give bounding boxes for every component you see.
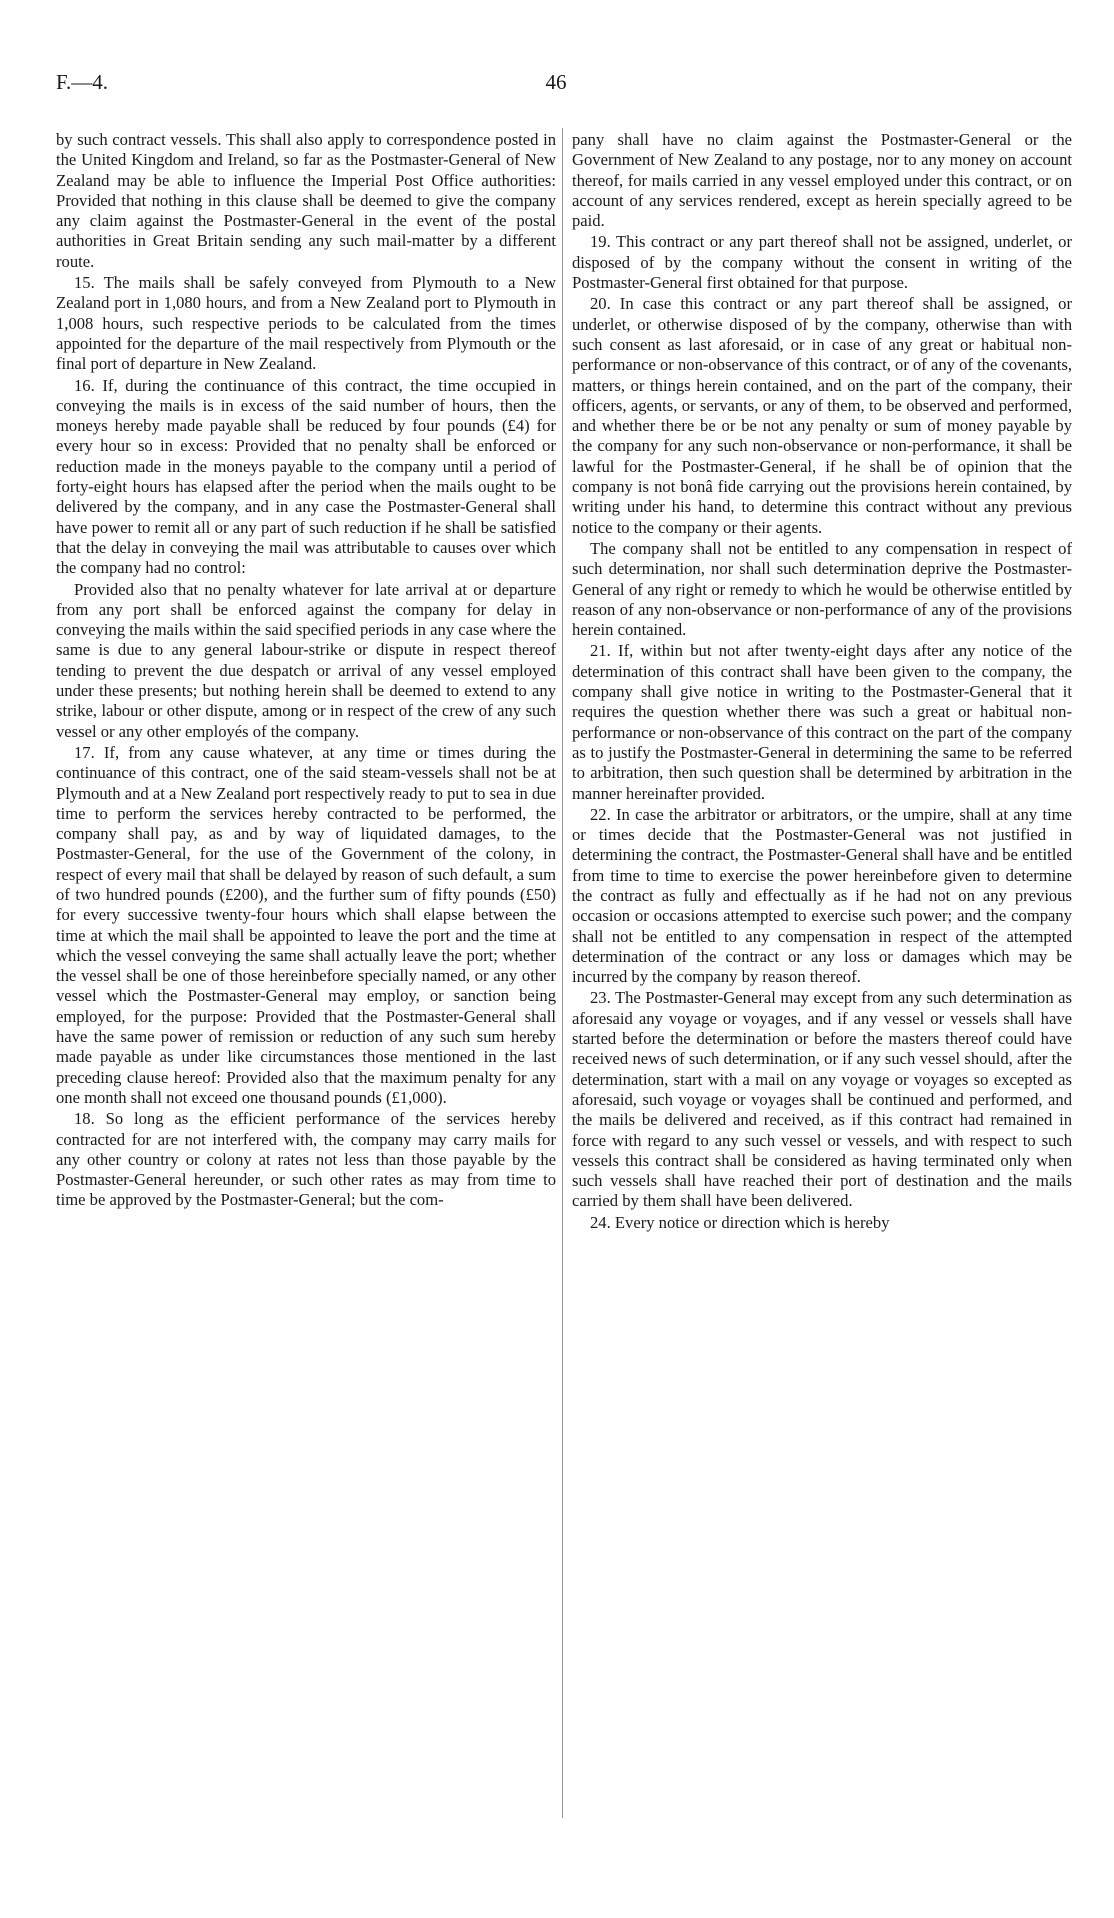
paragraph: The company shall not be entitled to any compensation in respect of such determination, nor shall such determination deprive the Postmaster-General of any right or remedy to which he would be otherwise entitled by reason of any non-observance or non-performance of any of the provisions herein contained. xyxy=(572,538,1072,640)
paragraph: 21. If, within but not after twenty-eight days after any notice of the determination of this contract shall have been given to the company, the company shall give notice in writing to the Postmaster-General that it requires the question whether there was such a great or habitual non-performance or non-observance of this contract on the part of the company as to justify the Postmaster-General in determining the same to be referred to arbitration, then such question shall be determined by arbitration in the manner hereinafter provided. xyxy=(572,641,1072,803)
paragraph: 24. Every notice or direction which is hereby xyxy=(590,1212,890,1232)
paragraph: 20. In case this contract or any part thereof shall be assigned, or underlet, or otherwise disposed of by the company, otherwise than with such consent as last aforesaid, or in case of any great or habitual non-performance or non-observance of this contract, or of any of the covenants, matters, or things herein contained, and on the part of the company, their officers, agents, or servants, or any of them, to be observed and performed, and whether there be or be not any penalty or sum of money payable by the company for any such non-observance or non-performance, it shall be lawful for the Postmaster-General, if he shall be of opinion that the company is not bonâ fide carrying out the provisions herein contained, by writing under his hand, to determine this contract without any previous notice to the company or their agents. xyxy=(572,294,1072,537)
paragraph: 15. The mails shall be safely conveyed from Plymouth to a New Zealand port in 1,080 hours, and from a New Zealand port to Plymouth in 1,008 hours, such respective periods to be calculated from the times appointed for the departure of the mail respectively from Plymouth or the final port of departure in New Zealand. xyxy=(56,273,556,374)
paragraph: 18. So long as the efficient performance of the services hereby contracted for are not interfered with, the company may carry mails for any other country or colony at rates not less than those payable by the Postmaster-General hereunder, or such other rates as may from time to time be approved by the Postmaster-General; but the com- xyxy=(56,1109,556,1210)
right-column xyxy=(572,130,1072,1234)
paragraph: pany shall have no claim against the Postmaster-General or the Government of New Zealand to any postage, nor to any money on account thereof, for mails carried in any vessel employed under this contract, or on account of any services rendered, except as herein specially agreed to be paid. xyxy=(572,130,1072,231)
paragraph: 17. If, from any cause whatever, at any time or times during the continuance of this contract, one of the said steam-vessels shall not be at Plymouth and at a New Zealand port respectively ready to put to sea in due time to perform the services hereby contracted to be performed, the company shall pay, as and by way of liquidated damages, to the Postmaster-General, for the use of the Government of the colony, in respect of every mail that shall be delayed by reason of such default, a sum of two hundred pounds (£200), and the further sum of fifty pounds (£50) for every successive twenty-four hours which shall elapse between the time at which the mail shall be appointed to leave the port and the time at which the vessel conveying the same shall actually leave the port; whether the vessel shall be one of those hereinbefore specially named, or any other vessel which the Postmaster-General may employ, or sanction being employed, for the purpose: Provided that the Postmaster-General shall have the same power of remission or reduction of any such sum hereby made payable as under like circumstances those mentioned in the last preceding clause hereof: Provided also that the maximum penalty for any one month shall not exceed one thousand pounds (£1,000). xyxy=(56,742,556,1107)
paragraph: 19. This contract or any part thereof shall not be assigned, underlet, or disposed of by the company without the consent in writing of the Postmaster-General first obtained for that purpose. xyxy=(572,232,1072,293)
paragraph: by such contract vessels. This shall also apply to correspondence posted in the United Kingdom and Ireland, so far as the Postmaster-General of New Zealand may be able to influence the Imperial Post Office authorities: Provided that nothing in this clause shall be deemed to give the company any claim against the Postmaster-General in the event of the postal authorities in Great Britain sending any such mail-matter by a different route. xyxy=(56,130,556,271)
page-number: 46 xyxy=(545,70,567,94)
paragraph: Provided also that no penalty whatever for late arrival at or departure from any port shall be enforced against the company for delay in conveying the mails within the said specified periods in any case where the same is due to any general labour-strike or dispute in respect thereof tending to prevent the due despatch or arrival of any vessel employed under these presents; but nothing herein shall be deemed to extend to any strike, labour or other dispute, among or in respect of the crew of any such vessel or any other employés of the company. xyxy=(56,579,556,741)
paragraph: 22. In case the arbitrator or arbitrators, or the umpire, shall at any time or times decide that the Postmaster-General was not justified in determining the contract, the Postmaster-General shall have and be entitled from time to time to exercise the power hereinbefore given to determine the contract as fully and effectually as if he had not on any previous occasion or occasions attempted to exercise such power; and the company shall not be entitled to any compensation in respect of the attempted determination of the contract or any loss or damages which may be incurred by the company by reason thereof. xyxy=(572,804,1072,987)
paragraph: 16. If, during the continuance of this contract, the time occupied in conveying the mails is in excess of the said number of hours, then the moneys hereby made payable shall be reduced by four pounds (£4) for every hour so in excess: Provided that no penalty shall be enforced or reduction made in the moneys payable to the company until a period of forty-eight hours has elapsed after the period when the mails ought to be delivered by the company, and in any case the Postmaster-General shall have power to remit all or any part of such reduction if he shall be satisfied that the delay in conveying the mail was attributable to causes over which the company had no control: xyxy=(56,375,556,578)
page-header xyxy=(56,70,1056,100)
column-divider xyxy=(562,128,563,1818)
document-reference: F.—4. xyxy=(56,70,108,94)
left-column xyxy=(56,130,556,1212)
paragraph: 23. The Postmaster-General may except from any such determination as aforesaid any voyage or voyages, and if any vessel or vessels shall have started before the determination or before the masters thereof could have received news of such determination, or if any such vessel should, after the determination, start with a mail on any voyage or voyages so excepted as aforesaid, such voyage or voyages shall be continued and performed, and the mails be delivered and received, as if this contract had remained in force with regard to any such vessel or vessels, and with respect to such vessels this contract shall be considered as having terminated only when such vessels shall have reached their port of destination and the mails carried by them shall have been delivered. xyxy=(572,988,1072,1211)
